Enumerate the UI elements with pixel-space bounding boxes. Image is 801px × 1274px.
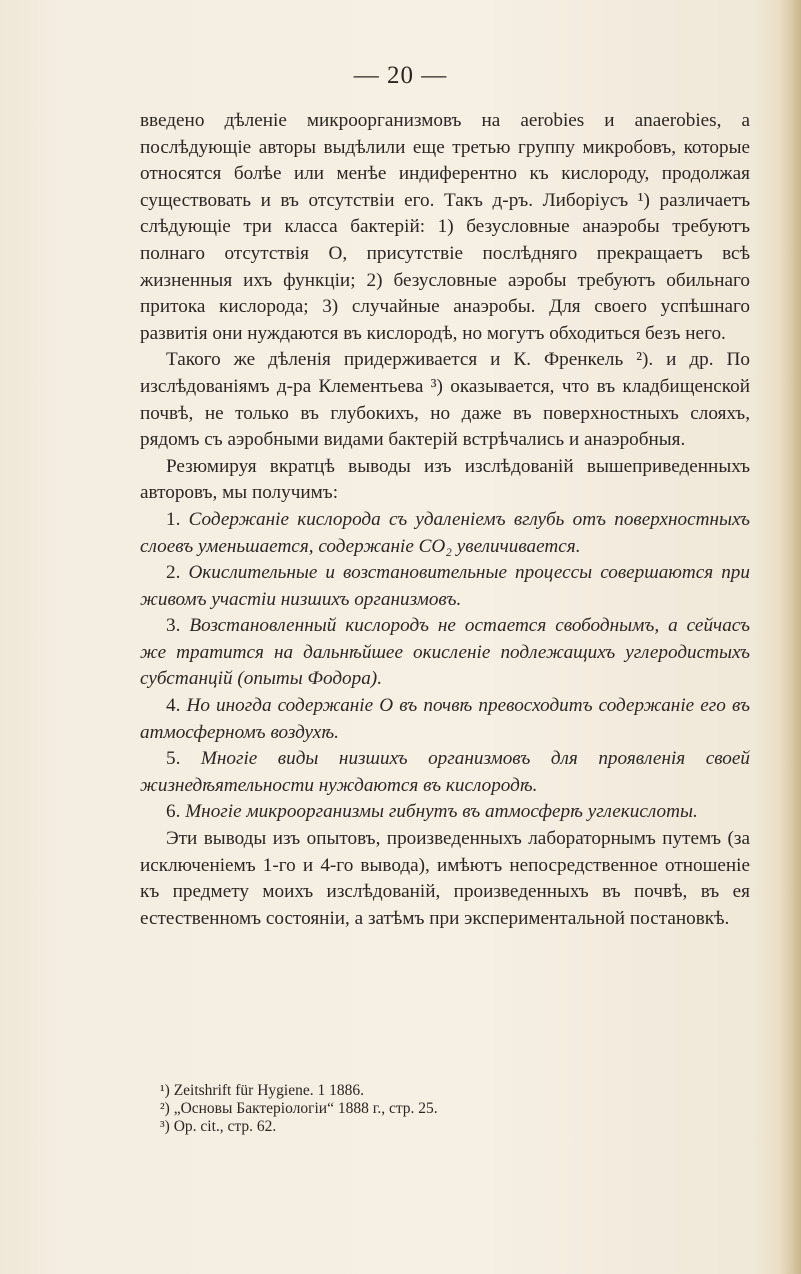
conclusion-item <box>140 693 750 746</box>
paragraph-intro: введено дѣленіе микроорганизмовъ на aerobies и anaerobies, а послѣдующіе авторы выдѣлили еще третью группу микробовъ, которые относятся болѣе или менѣе индиферентно къ кислороду, продолжая существовать и въ отсутствіи его. Такъ д-ръ. Либоріусъ ¹) различаетъ слѣдующіе три класса бактерій: 1) безусловные анаэробы требуютъ полнаго отсутствія O, присутствіе послѣдняго прекращаетъ всѣ жизненныя ихъ функціи; 2) безусловные аэробы требуютъ обильнаго притока кислорода; 3) случайные анаэробы. Для своего успѣшнаго развитія они нуждаются въ кислородѣ, но могутъ обходиться безъ него. <box>140 110 750 344</box>
conclusion-number: 3. <box>166 615 181 637</box>
conclusion-item <box>140 560 750 613</box>
conclusion-text: Окислительные и возстановительные процессы совершаются при живомъ участіи низшихъ организмовъ. <box>140 562 750 610</box>
footnote-text: Op. cit., стр. 62. <box>173 1118 277 1135</box>
conclusion-number: 2. <box>166 562 181 584</box>
conclusion-item <box>140 799 750 826</box>
conclusion-item <box>140 507 750 560</box>
conclusion-number: 4. <box>166 695 181 717</box>
conclusion-text: Многіе виды низшихъ организмовъ для проявленія своей жизнедѣятельности нуждаются въ кислородѣ. <box>140 748 751 796</box>
conclusion-number: 5. <box>166 748 181 770</box>
conclusion-text: Возстановленный кислородъ не остается свободнымъ, а сейчасъ же тратится на дальнѣйшее окисленіе подлежащихъ углеродистыхъ субстанцій (опыты Фодора). <box>140 615 751 690</box>
footnote-text: „Основы Бактеріологіи“ 1888 г., стр. 25. <box>173 1100 438 1117</box>
conclusion-number: 1. <box>166 508 181 530</box>
paragraph-summary-lead: Резюмируя вкратцѣ выводы изъ изслѣдованій вышеприведенныхъ авторовъ, мы получимъ: <box>140 455 750 504</box>
footnote-mark: ¹) <box>160 1082 170 1099</box>
footnote-text: Zeitshrift für Hygiene. 1 1886. <box>173 1082 364 1099</box>
paragraph-frenkel: Такого же дѣленія придерживается и К. Френкель ²). и др. По изслѣдованіямъ д-ра Клементьева ³) оказывается, что въ кладбищенской почвѣ, не только въ глубокихъ, но даже въ поверхностныхъ слояхъ, рядомъ съ аэробными видами бактерій встрѣчались и анаэробныя. <box>140 349 750 451</box>
footnote <box>160 1100 720 1118</box>
conclusion-item <box>140 613 750 693</box>
footnote-mark: ²) <box>160 1100 170 1117</box>
footnotes <box>160 1082 720 1136</box>
conclusion-number: 6. <box>166 801 181 823</box>
footnote-mark: ³) <box>160 1118 170 1135</box>
page-number: — 20 — <box>353 62 448 89</box>
conclusion-text: Многіе микроорганизмы гибнутъ въ атмосферѣ углекислоты. <box>185 801 698 823</box>
conclusion-text: Содержаніе кислорода съ удаленіемъ вглубь отъ поверхностныхъ слоевъ уменьшается, содержаніе CO₂ увеличивается. <box>140 508 750 557</box>
conclusion-item <box>140 746 750 799</box>
paragraph-conclusion: Эти выводы изъ опытовъ, произведенныхъ лабораторнымъ путемъ (за исключеніемъ 1-го и 4-го вывода), имѣютъ непосредственное отношеніе къ предмету моихъ изслѣдованій, произведенныхъ въ почвѣ, въ ея естественномъ состояніи, а затѣмъ при экспериментальной постановкѣ. <box>140 828 750 929</box>
footnote <box>160 1082 720 1100</box>
main-text <box>140 108 750 932</box>
page-edge <box>779 0 801 1274</box>
footnote <box>160 1118 720 1136</box>
conclusion-text: Но иногда содержаніе O въ почвѣ превосходитъ содержаніе его въ атмосферномъ воздухѣ. <box>140 695 751 743</box>
